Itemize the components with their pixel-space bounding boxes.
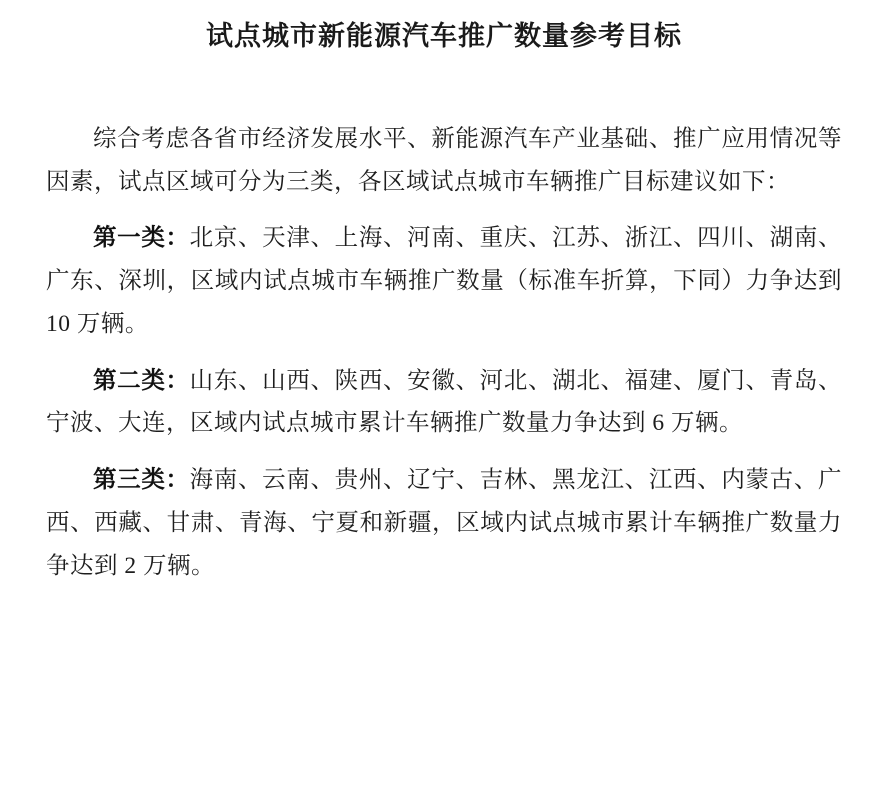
paragraph-tier-2 [46, 360, 842, 446]
tier-2-text: 山东、山西、陕西、安徽、河北、湖北、福建、厦门、青岛、宁波、大连，区域内试点城市累计车辆推广数量力争达到 6 万辆。 [46, 367, 843, 437]
tier-3-text: 海南、云南、贵州、辽宁、吉林、黑龙江、江西、内蒙古、广西、西藏、甘肃、青海、宁夏和新疆，区域内试点城市累计车辆推广数量力争达到 2 万辆。 [46, 467, 843, 579]
document-page [0, 18, 888, 788]
tier-1-label: 第一类： [93, 225, 190, 252]
paragraph-tier-3 [46, 459, 842, 587]
paragraph-intro [46, 118, 842, 204]
paragraph-intro-text: 综合考虑各省市经济发展水平、新能源汽车产业基础、推广应用情况等因素，试点区域可分为三类，各区域试点城市车辆推广目标建议如下： [46, 125, 842, 195]
tier-3-label: 第三类： [93, 467, 190, 494]
tier-1-text: 北京、天津、上海、河南、重庆、江苏、浙江、四川、湖南、广东、深圳，区域内试点城市车辆推广数量（标准车折算，下同）力争达到 10 万辆。 [46, 225, 843, 337]
page-title: 试点城市新能源汽车推广数量参考目标 [206, 21, 682, 51]
document-body [0, 118, 888, 588]
paragraph-tier-1 [46, 217, 842, 345]
tier-2-label: 第二类： [93, 367, 190, 394]
